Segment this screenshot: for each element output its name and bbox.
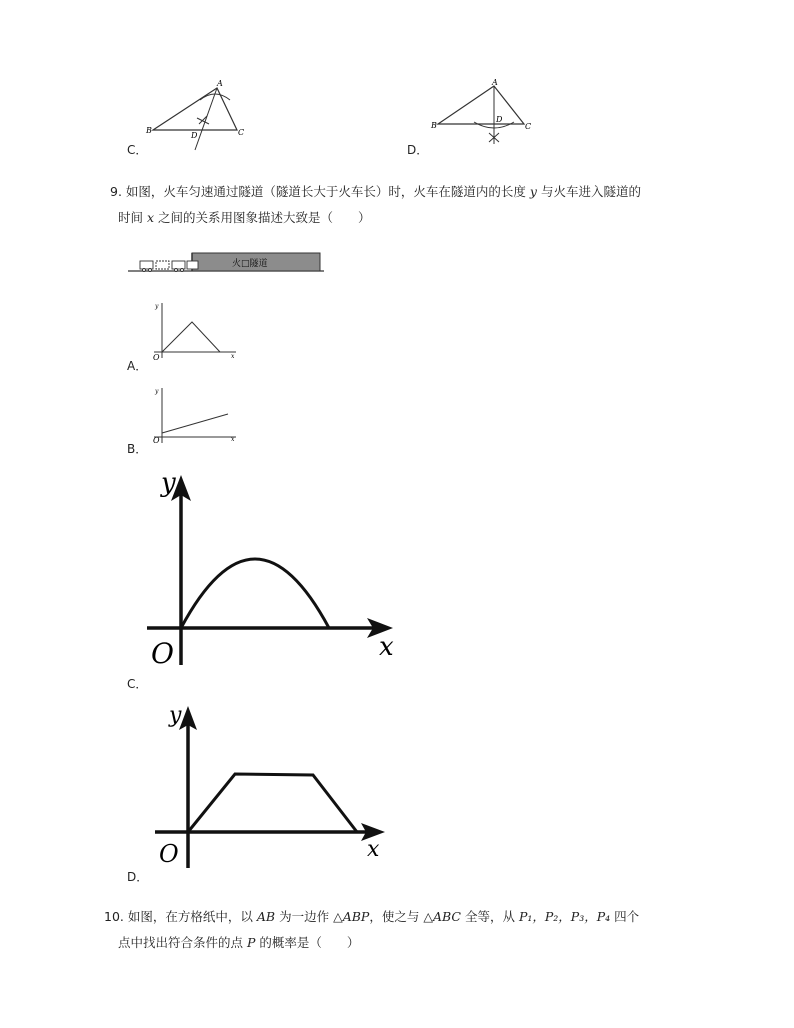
q9-text	[110, 179, 710, 231]
q9-line2-a: 时间	[118, 210, 144, 225]
option-a-graph	[150, 300, 240, 362]
vertex-d: D	[496, 115, 503, 124]
svg-text:O: O	[159, 840, 179, 868]
vertex-d: D	[191, 131, 198, 140]
svg-text:y: y	[155, 303, 159, 310]
q10-text	[104, 904, 744, 956]
tunnel-label: 火□隧道	[232, 259, 268, 269]
vertex-c: C	[238, 128, 245, 137]
svg-text:y: y	[169, 703, 182, 728]
option-c-figure	[145, 78, 250, 153]
q9-line1-b: 与火车进入隧道的	[540, 184, 641, 199]
svg-text:y: y	[161, 468, 176, 498]
vertex-a: A	[217, 79, 223, 88]
q10-ab: AB	[256, 909, 276, 924]
option-c-label: C．	[127, 143, 148, 157]
train-icon	[140, 261, 198, 272]
q10-line2-a: 点中找出符合条件的点	[118, 935, 244, 950]
q9-line1-a: 如图，火车匀速通过隧道（隧道长大于火车长）时，火车在隧道内的长度	[125, 184, 526, 199]
q10-abp: △ABP	[333, 909, 370, 924]
vertex-a: A	[492, 78, 498, 87]
option-c-graph	[145, 465, 405, 675]
q9-line2-b: 之间的关系用图象描述大致是（ ）	[158, 210, 371, 225]
q9-option-b-label: B．	[127, 442, 148, 456]
train-tunnel-figure	[128, 250, 328, 276]
svg-text:x: x	[231, 353, 235, 360]
option-d-label: D．	[407, 143, 429, 157]
svg-text:O: O	[153, 353, 160, 362]
svg-text:x: x	[231, 436, 235, 443]
option-b-graph	[150, 385, 240, 445]
vertex-b: B	[431, 121, 437, 130]
svg-text:x: x	[379, 632, 394, 662]
vertex-c: C	[525, 122, 532, 131]
svg-text:y: y	[155, 388, 159, 395]
q9-option-c-label: C．	[127, 677, 148, 691]
option-d-graph	[145, 700, 395, 870]
q10-points: P₁，P₂，P₃，P₄	[518, 909, 611, 924]
q9-var-y: y	[529, 184, 537, 199]
q10-line2-b: 的概率是（ ）	[259, 935, 360, 950]
svg-text:O: O	[153, 436, 160, 445]
q9-var-x: x	[147, 210, 155, 225]
q10-p: P	[247, 935, 256, 950]
q9-option-d-label: D．	[127, 870, 149, 884]
option-d-figure	[428, 78, 538, 148]
svg-text:x: x	[367, 837, 380, 862]
q9-option-a-label: A．	[127, 359, 148, 373]
q10-line1-c: ，使之与	[369, 909, 420, 924]
q10-line1-e: 四个	[614, 909, 640, 924]
q10-abc: △ABC	[423, 909, 461, 924]
vertex-b: B	[146, 126, 152, 135]
q9-number: 9.	[110, 184, 122, 199]
q10-line1-a: 如图，在方格纸中，以	[127, 909, 253, 924]
q10-line1-d: 全等，从	[464, 909, 515, 924]
q10-line1-b: 为一边作	[279, 909, 330, 924]
svg-text:O: O	[151, 637, 174, 670]
q10-number: 10.	[104, 909, 124, 924]
